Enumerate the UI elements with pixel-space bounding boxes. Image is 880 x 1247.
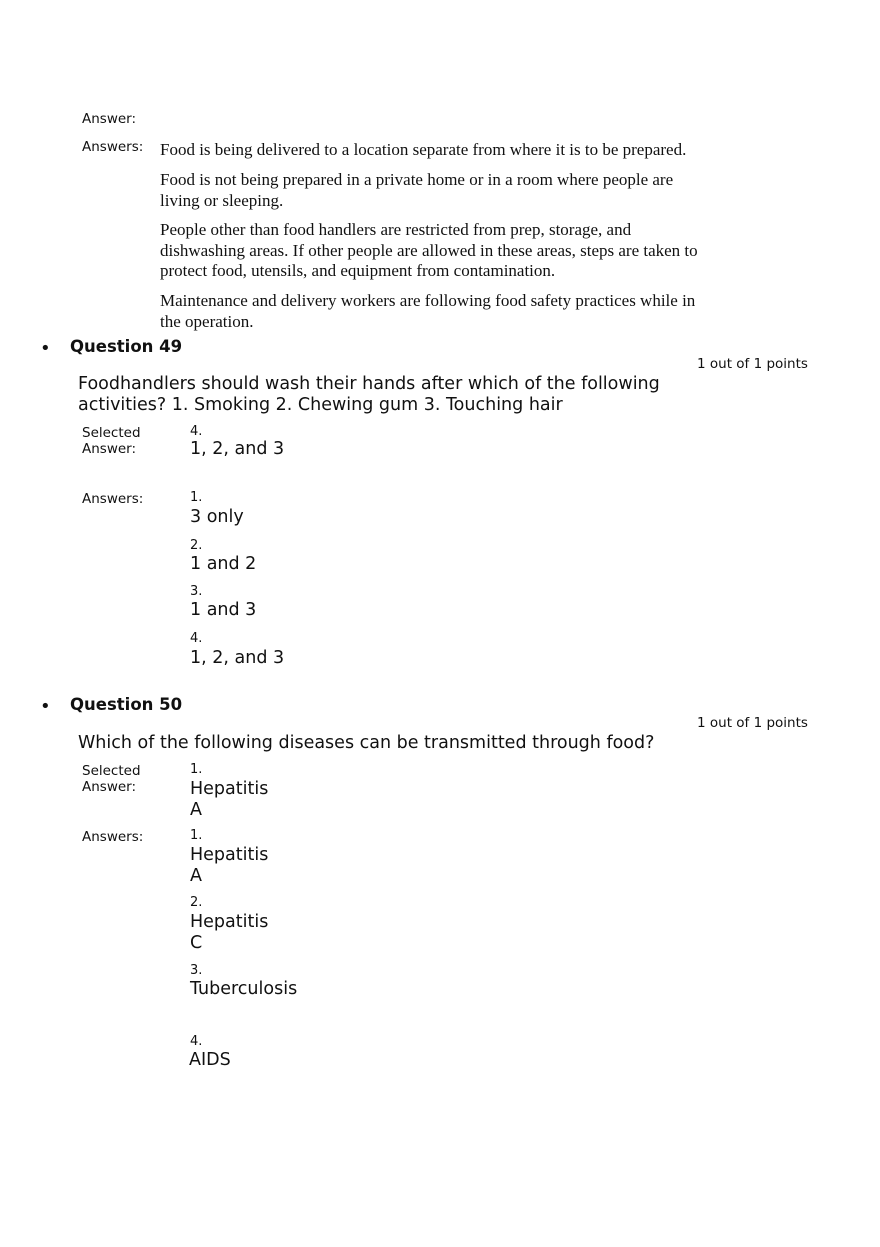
- answer-option: Hepatitis A: [190, 845, 269, 886]
- selected-answer-number: 1.: [190, 762, 203, 777]
- selected-label: Answer:: [82, 441, 137, 457]
- answer-option: 1 and 3: [190, 600, 257, 620]
- answer-option: Hepatitis C: [190, 912, 269, 953]
- selected-label: Selected: [82, 763, 141, 779]
- selected-label: Selected: [82, 425, 141, 441]
- selected-answer: 1, 2, and 3: [190, 439, 285, 459]
- points-score: 1 out of 1 points: [697, 715, 808, 731]
- bullet: •: [40, 696, 51, 717]
- answer-option: Food is not being prepared in a private home or in a room where people are living or sleeping.: [160, 170, 674, 210]
- question-title: Question 49: [70, 337, 183, 356]
- answer-number: 3.: [190, 584, 203, 599]
- answer-number: 2.: [190, 538, 203, 553]
- answer-number: 4.: [190, 1034, 203, 1049]
- question-text: Foodhandlers should wash their hands after which of the following activities? 1. Smoking 2. Chewing gum 3. Touching hair: [78, 374, 660, 415]
- answer-number: 1.: [190, 828, 203, 843]
- question-text: Which of the following diseases can be transmitted through food?: [78, 733, 655, 753]
- answer-number: 4.: [190, 631, 203, 646]
- answer-option: 1 and 2: [190, 554, 257, 574]
- question-title: Question 50: [70, 695, 183, 714]
- answer-number: 1.: [190, 490, 203, 505]
- answer-option: Maintenance and delivery workers are following food safety practices while in the operation.: [160, 291, 696, 331]
- answer-option: Food is being delivered to a location separate from where it is to be prepared.: [160, 140, 687, 159]
- answer-number: 2.: [190, 895, 203, 910]
- answer-option: 3 only: [190, 507, 244, 527]
- points-score: 1 out of 1 points: [697, 356, 808, 372]
- answers-label: Answers:: [82, 491, 144, 507]
- answer-option: Tuberculosis: [190, 979, 298, 999]
- selected-answer: Hepatitis A: [190, 779, 269, 820]
- answer-option: AIDS: [189, 1050, 231, 1070]
- answers-label: Answers:: [82, 829, 144, 845]
- selected-label: Answer:: [82, 779, 137, 795]
- answer-option: 1, 2, and 3: [190, 648, 285, 668]
- answers-label: Answers:: [82, 139, 144, 155]
- answer-number: 3.: [190, 963, 203, 978]
- answer-label: Answer:: [82, 111, 137, 127]
- answer-option: People other than food handlers are restricted from prep, storage, and dishwashing areas. If other people are allowed in these areas, steps are taken to protect food, utensils, and equipment from contamination.: [160, 220, 698, 280]
- selected-answer-number: 4.: [190, 424, 203, 439]
- bullet: •: [40, 338, 51, 359]
